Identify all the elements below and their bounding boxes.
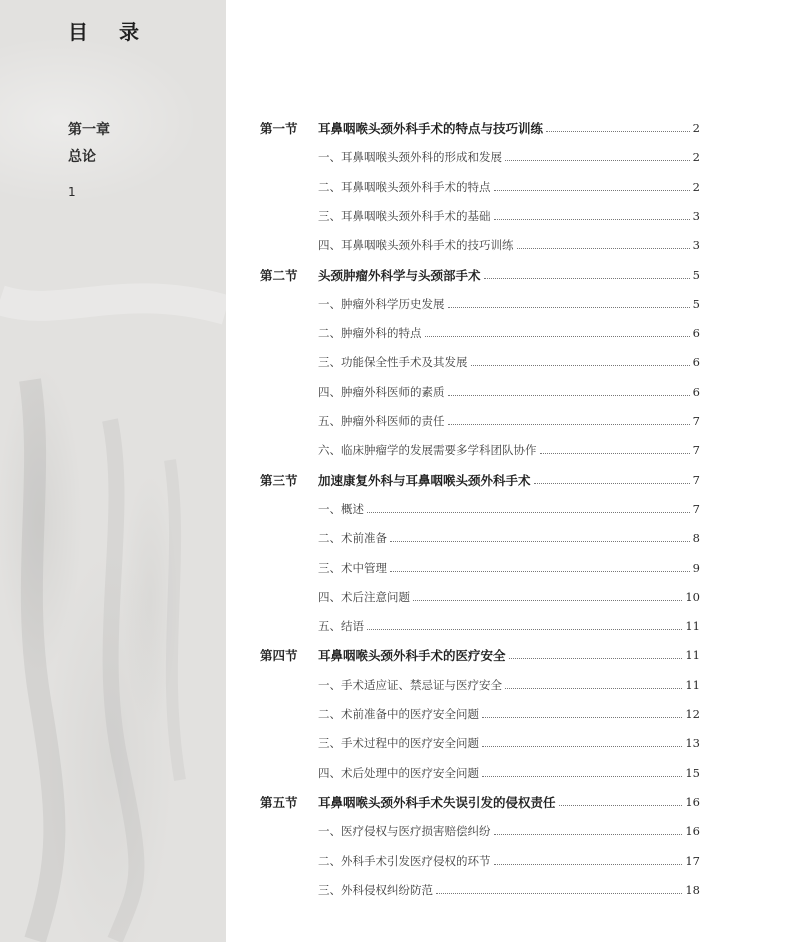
- toc-subsection-row[interactable]: [260, 704, 700, 724]
- toc-subsection-row[interactable]: [260, 587, 700, 607]
- dot-leader: [448, 423, 690, 425]
- section-title: 加速康复外科与耳鼻咽喉头颈外科手术: [318, 473, 531, 488]
- toc-subsection-row[interactable]: [260, 352, 700, 372]
- dot-leader: [509, 657, 683, 659]
- toc-subsection-row[interactable]: [260, 323, 700, 343]
- subsection-title: 三、手术过程中的医疗安全问题: [318, 736, 479, 750]
- toc-section-row[interactable]: [260, 792, 700, 812]
- subsection-title: 一、耳鼻咽喉头颈外科的形成和发展: [318, 150, 502, 164]
- subsection-title: 四、术后注意问题: [318, 590, 410, 604]
- page-number: 11: [685, 648, 700, 662]
- subsection-title: 五、结语: [318, 619, 364, 633]
- subsection-title: 二、术前准备中的医疗安全问题: [318, 707, 479, 721]
- dot-leader: [540, 452, 690, 454]
- subsection-title: 二、外科手术引发医疗侵权的环节: [318, 854, 491, 868]
- toc-subsection-row[interactable]: [260, 763, 700, 783]
- page-number: 3: [692, 238, 700, 252]
- dot-leader: [534, 482, 690, 484]
- page-number: 7: [692, 502, 700, 516]
- toc-subsection-row[interactable]: [260, 147, 700, 167]
- toc-subsection-row[interactable]: [260, 528, 700, 548]
- section-title: 耳鼻咽喉头颈外科手术的特点与技巧训练: [318, 121, 544, 136]
- page-number: 16: [685, 824, 700, 838]
- dot-leader: [494, 189, 690, 191]
- subsection-title: 一、医疗侵权与医疗损害赔偿纠纷: [318, 824, 491, 838]
- page-number: 9: [692, 561, 700, 575]
- subsection-title: 六、临床肿瘤学的发展需要多学科团队协作: [318, 443, 537, 457]
- section-title: 耳鼻咽喉头颈外科手术失误引发的侵权责任: [318, 795, 556, 810]
- dot-leader: [448, 394, 690, 396]
- dot-leader: [482, 775, 682, 777]
- toc-subsection-row[interactable]: [260, 558, 700, 578]
- page-number: 13: [685, 736, 700, 750]
- subsection-title: 一、概述: [318, 502, 364, 516]
- dot-leader: [390, 540, 690, 542]
- chapter-label: 第一章: [68, 122, 110, 138]
- dot-leader: [505, 159, 690, 161]
- page-number: 2: [692, 121, 700, 135]
- page-number: 2: [692, 180, 700, 194]
- toc-subsection-row[interactable]: [260, 177, 700, 197]
- page-number: 7: [692, 443, 700, 457]
- page-number: 6: [692, 355, 700, 369]
- toc-subsection-row[interactable]: [260, 821, 700, 841]
- page-number: 16: [685, 795, 700, 809]
- page-number: 10: [685, 590, 700, 604]
- subsection-title: 二、耳鼻咽喉头颈外科手术的特点: [318, 180, 491, 194]
- page-number: 2: [692, 150, 700, 164]
- toc-subsection-row[interactable]: [260, 616, 700, 636]
- subsection-title: 二、肿瘤外科的特点: [318, 326, 422, 340]
- toc-subsection-row[interactable]: [260, 206, 700, 226]
- dot-leader: [494, 863, 683, 865]
- chapter-page-number: 1: [68, 185, 76, 199]
- subsection-title: 三、术中管理: [318, 561, 387, 575]
- section-number: 第三节: [260, 473, 298, 488]
- toc-subsection-row[interactable]: [260, 733, 700, 753]
- toc-subsection-row[interactable]: [260, 880, 700, 900]
- page-number: 3: [692, 209, 700, 223]
- section-title: 头颈肿瘤外科学与头颈部手术: [318, 268, 481, 283]
- dot-leader: [367, 511, 690, 513]
- toc-subsection-row[interactable]: [260, 675, 700, 695]
- page-number: 7: [692, 473, 700, 487]
- toc-subsection-row[interactable]: [260, 382, 700, 402]
- dot-leader: [471, 364, 690, 366]
- toc-subsection-row[interactable]: [260, 440, 700, 460]
- dot-leader: [425, 335, 690, 337]
- subsection-title: 四、肿瘤外科医师的素质: [318, 385, 445, 399]
- page-number: 6: [692, 385, 700, 399]
- dot-leader: [367, 628, 682, 630]
- dot-leader: [546, 130, 690, 132]
- toc-title: 目 录: [68, 20, 151, 44]
- toc-section-row[interactable]: [260, 645, 700, 665]
- section-number: 第四节: [260, 648, 298, 663]
- toc-subsection-row[interactable]: [260, 411, 700, 431]
- subsection-title: 三、功能保全性手术及其发展: [318, 355, 468, 369]
- dot-leader: [484, 277, 690, 279]
- page-number: 15: [685, 766, 700, 780]
- page-number: 6: [692, 326, 700, 340]
- subsection-title: 三、耳鼻咽喉头颈外科手术的基础: [318, 209, 491, 223]
- dot-leader: [494, 218, 690, 220]
- dot-leader: [517, 247, 690, 249]
- toc-section-row[interactable]: [260, 118, 700, 138]
- subsection-title: 一、肿瘤外科学历史发展: [318, 297, 445, 311]
- section-number: 第二节: [260, 268, 298, 283]
- page-number: 11: [685, 619, 700, 633]
- page-number: 18: [685, 883, 700, 897]
- page-number: 12: [685, 707, 700, 721]
- dot-leader: [482, 745, 682, 747]
- subsection-title: 一、手术适应证、禁忌证与医疗安全: [318, 678, 502, 692]
- section-title: 耳鼻咽喉头颈外科手术的医疗安全: [318, 648, 506, 663]
- subsection-title: 二、术前准备: [318, 531, 387, 545]
- toc-subsection-row[interactable]: [260, 499, 700, 519]
- page-number: 5: [692, 268, 700, 282]
- dot-leader: [494, 833, 683, 835]
- subsection-title: 四、术后处理中的医疗安全问题: [318, 766, 479, 780]
- dot-leader: [390, 570, 690, 572]
- toc-subsection-row[interactable]: [260, 851, 700, 871]
- chapter-name: 总论: [68, 149, 96, 165]
- toc-subsection-row[interactable]: [260, 294, 700, 314]
- subsection-title: 四、耳鼻咽喉头颈外科手术的技巧训练: [318, 238, 514, 252]
- page-number: 11: [685, 678, 700, 692]
- subsection-title: 五、肿瘤外科医师的责任: [318, 414, 445, 428]
- dot-leader: [482, 716, 682, 718]
- dot-leader: [448, 306, 690, 308]
- page-number: 7: [692, 414, 700, 428]
- dot-leader: [505, 687, 682, 689]
- page-number: 17: [685, 854, 700, 868]
- toc-section-row[interactable]: [260, 265, 700, 285]
- page-number: 8: [692, 531, 700, 545]
- section-number: 第五节: [260, 795, 298, 810]
- dot-leader: [436, 892, 682, 894]
- dot-leader: [413, 599, 682, 601]
- dot-leader: [559, 804, 683, 806]
- page-number: 5: [692, 297, 700, 311]
- toc-section-row[interactable]: [260, 470, 700, 490]
- toc-subsection-row[interactable]: [260, 235, 700, 255]
- subsection-title: 三、外科侵权纠纷防范: [318, 883, 433, 897]
- section-number: 第一节: [260, 121, 298, 136]
